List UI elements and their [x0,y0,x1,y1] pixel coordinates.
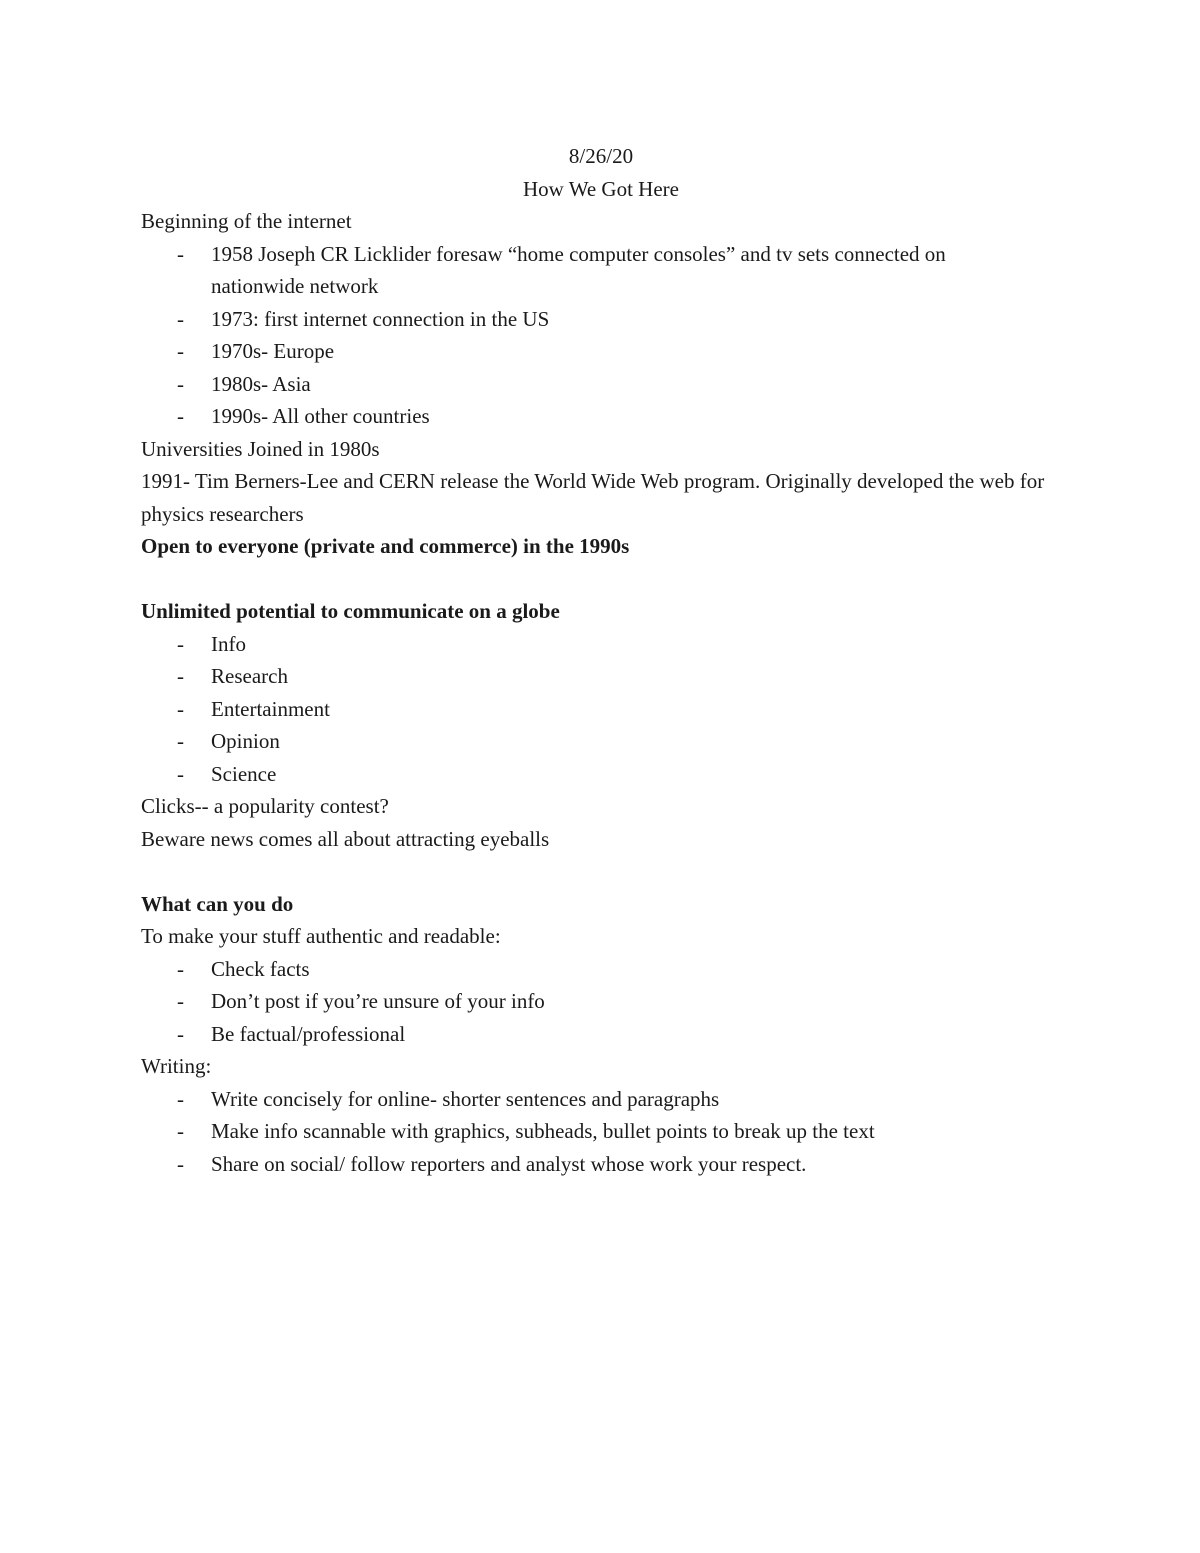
list-item-text: Make info scannable with graphics, subheads, bullet points to break up the text [211,1119,875,1143]
document-body [141,140,1061,1180]
document-date: 8/26/20 [568,144,634,168]
dash-bullet-icon: - [177,696,184,721]
dash-bullet-icon: - [177,1151,184,1176]
list-item [141,758,1061,791]
list-item-text: 1970s- Europe [211,339,335,363]
list-item-text: Info [211,631,246,656]
blank-line [141,855,1061,888]
dash-bullet-icon: - [177,371,184,396]
bullet-list-potential [141,628,1061,791]
dash-bullet-icon: - [177,761,184,786]
document-title: How We Got Here [523,176,679,201]
bullet-list-authentic [141,953,1061,1051]
dash-bullet-icon: - [177,339,184,363]
list-item-text: 1980s- Asia [211,371,311,396]
bullet-list-beginning [141,238,991,433]
dash-bullet-icon: - [177,1119,184,1143]
list-item-text: Write concisely for online- shorter sentences and paragraphs [211,1086,720,1111]
beware-line: Beware news comes all about attracting eyeballs [141,826,550,851]
list-item-text: Don’t post if you’re unsure of your info [211,989,545,1013]
list-item [141,238,991,303]
list-item [141,693,1061,726]
dash-bullet-icon: - [177,1021,184,1046]
section-intro-authentic: To make your stuff authentic and readable: [141,924,501,948]
dash-bullet-icon: - [177,306,184,331]
list-item [141,1148,1061,1181]
section-heading-writing: Writing: [141,1054,212,1078]
dash-bullet-icon: - [177,1086,184,1111]
www-paragraph: 1991- Tim Berners-Lee and CERN release the World Wide Web program. Originally developed the web for physics researchers [141,469,1045,526]
list-item [141,303,991,336]
dash-bullet-icon: - [177,989,184,1013]
list-item-text: Science [211,761,277,786]
dash-bullet-icon: - [177,404,184,428]
list-item-text: Research [211,664,288,688]
list-item-text: 1990s- All other countries [211,404,430,428]
list-item [141,1083,1061,1116]
dash-bullet-icon: - [177,956,184,981]
section-heading-beginning: Beginning of the internet [141,209,352,233]
list-item [141,628,1061,661]
blank-line [141,563,1061,596]
clicks-line: Clicks-- a popularity contest? [141,794,389,818]
dash-bullet-icon: - [177,664,184,688]
list-item [141,985,1061,1018]
list-item [141,400,991,433]
list-item-text: 1973: first internet connection in the US [211,306,550,331]
list-item [141,953,1061,986]
dash-bullet-icon: - [177,241,184,266]
bullet-list-writing [141,1083,1061,1181]
list-item [141,725,1061,758]
universities-line: Universities Joined in 1980s [141,436,380,461]
list-item [141,368,991,401]
dash-bullet-icon: - [177,631,184,656]
dash-bullet-icon: - [177,729,184,753]
section-heading-potential: Unlimited potential to communicate on a globe [141,599,560,623]
list-item [141,1018,1061,1051]
list-item-text: 1958 Joseph CR Licklider foresaw “home computer consoles” and tv sets connected on nationwide network [211,241,946,298]
list-item-text: Opinion [211,729,280,753]
list-item-text: Share on social/ follow reporters and analyst whose work your respect. [211,1151,807,1176]
list-item [141,335,991,368]
list-item-text: Entertainment [211,696,330,721]
open-to-everyone-line: Open to everyone (private and commerce) in the 1990s [141,534,630,558]
list-item-text: Check facts [211,956,310,981]
section-heading-what-can-you-do: What can you do [141,891,294,916]
list-item [141,1115,1061,1148]
list-item-text: Be factual/professional [211,1021,406,1046]
list-item [141,660,1061,693]
